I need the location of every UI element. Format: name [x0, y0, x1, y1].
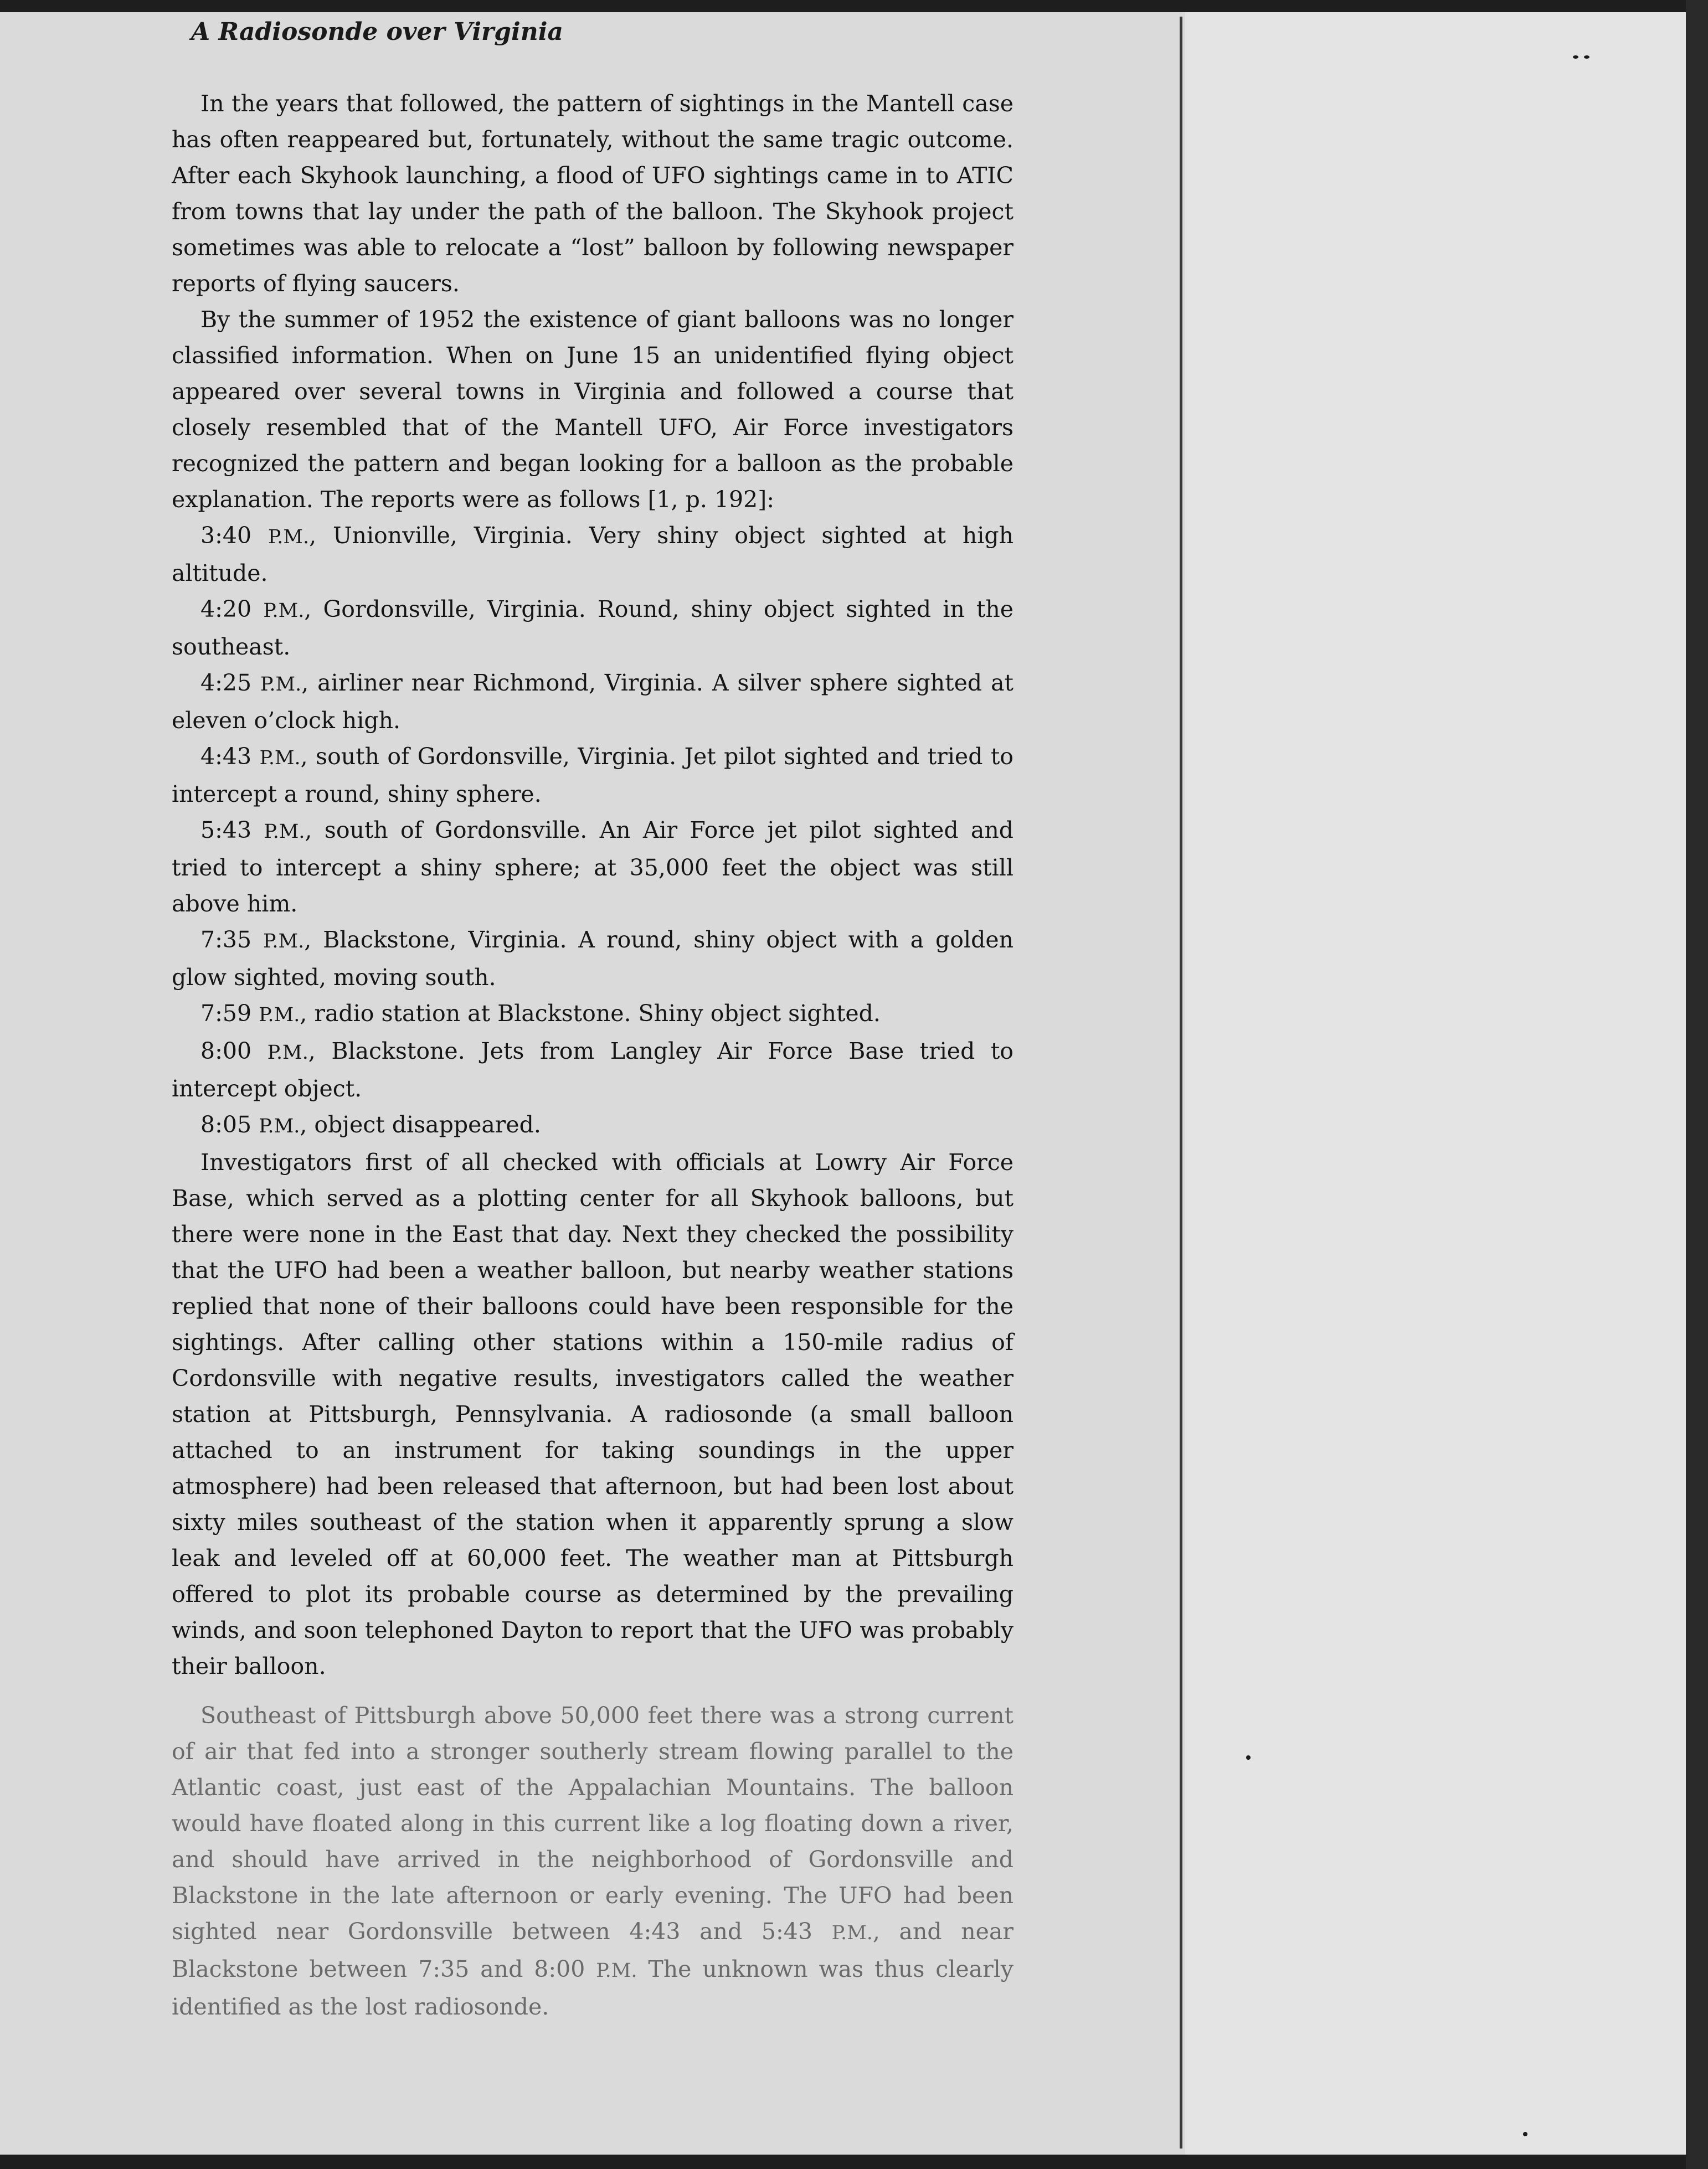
sighting-text: , airliner near Richmond, Virginia. A silver sphere sighted at eleven o’clock high. [172, 669, 1014, 734]
sighting-meridian: P.M. [264, 821, 305, 843]
sighting-entry [172, 665, 1014, 739]
sighting-time: 7:35 [200, 926, 252, 953]
sighting-entry [172, 518, 1014, 591]
sighting-text: , Blackstone. Jets from Langley Air Force Base tried to intercept object. [172, 1038, 1014, 1102]
sighting-meridian: P.M. [259, 747, 301, 769]
paragraph: Investigators first of all checked with officials at Lowry Air Force Base, which served as a plotting center for all Skyhook balloons, but there were none in the East that day. Next they checked the possibility that the UFO had been a weather balloon, but nearby weather stations replied that none of their balloons could have been responsible for the sightings. After calling other stations within a 150-mile radius of Cordonsville with negative results, investigators called the weather station at Pittsburgh, Pennsylvania. A radiosonde (a small balloon attached to an instrument for taking soundings in the upper atmosphere) had been released that afternoon, but had been lost about sixty miles southeast of the station when it apparently sprung a slow leak and leveled off at 60,000 feet. The weather man at Pittsburgh offered to plot its probable course as determined by the prevailing winds, and soon telephoned Dayton to report that the UFO was probably their balloon. [172, 1149, 1014, 1679]
sighting-entry [172, 739, 1014, 812]
sighting-meridian: P.M. [263, 600, 305, 622]
body-text [172, 86, 1014, 2025]
sighting-time: 7:59 [200, 1000, 252, 1027]
faded-text: , and near Blackstone between 7:35 and 8:00 [172, 1918, 1014, 1982]
sighting-time: 8:00 [200, 1038, 252, 1064]
dust-speck [1573, 55, 1578, 59]
paragraph: In the years that followed, the pattern of sightings in the Mantell case has often reappeared but, fortunately, without the same tragic outcome. After each Skyhook launching, a flood of UFO sightings came in to ATIC from towns that lay under the path of the balloon. The Skyhook project sometimes was able to relocate a “lost” balloon by following newspaper reports of flying saucers. [172, 90, 1014, 297]
dust-speck [1246, 1755, 1251, 1760]
scan-edge-top [0, 0, 1708, 12]
sighting-meridian: P.M. [259, 1115, 300, 1137]
sighting-entry [172, 996, 1014, 1033]
sighting-time: 4:20 [200, 596, 252, 622]
faded-text: The unknown was thus clearly identified as the lost radiosonde. [172, 1956, 1014, 2020]
sighting-meridian: P.M. [267, 526, 310, 548]
faded-meridian: P.M. [596, 1960, 637, 1982]
sighting-time: 5:43 [200, 817, 252, 843]
faded-text: Southeast of Pittsburgh above 50,000 feet there was a strong current of air that fed into a stronger southerly stream flowing parallel to the Atlantic coast, just east of the Appalachian Mountains. The balloon would have floated along in this current like a log floating down a river, and should have arrived in the neighborhood of Gordonsville and Blackstone in the late afternoon or early evening. [172, 1702, 1014, 1909]
sighting-meridian: P.M. [267, 1042, 308, 1064]
sighting-text: , Gordonsville, Virginia. Round, shiny object sighted in the southeast. [172, 596, 1014, 660]
sighting-text: , radio station at Blackstone. Shiny object sighted. [300, 1000, 881, 1027]
sighting-text: , object disappeared. [300, 1111, 541, 1138]
sighting-time: 8:05 [200, 1111, 252, 1138]
sighting-time: 3:40 [200, 522, 252, 549]
running-head: A Radiosonde over Virginia [191, 18, 563, 46]
sighting-text: , Blackstone, Virginia. A round, shiny object with a golden glow sighted, moving south. [172, 926, 1014, 991]
sighting-text: , south of Gordonsville. An Air Force jet pilot sighted and tried to intercept a shiny sphere; at 35,000 feet the object was still above him. [172, 817, 1014, 917]
sighting-text: , Unionville, Virginia. Very shiny object sighted at high altitude. [172, 522, 1014, 586]
scan-edge-right [1686, 0, 1708, 2169]
paragraph: By the summer of 1952 the existence of giant balloons was no longer classified information. When on June 15 an unidentified flying object appeared over several towns in Virginia and followed a course that closely resembled that of the Mantell UFO, Air Force investigators recognized the pattern and began looking for a balloon as the probable explanation. The reports were as follows [1, p. 192]: [172, 306, 1014, 513]
blank-facing-page [1185, 12, 1686, 2155]
dust-speck [1523, 2132, 1527, 2136]
faded-text: The UFO had been sighted near Gordonsville between 4:43 and 5:43 [172, 1882, 1014, 1945]
sighting-time: 4:25 [200, 669, 252, 696]
faded-meridian: P.M. [831, 1922, 873, 1944]
dust-speck [1584, 55, 1589, 59]
sighting-entry [172, 1033, 1014, 1107]
sighting-time: 4:43 [200, 743, 252, 770]
page-divider [1180, 17, 1182, 2149]
sighting-meridian: P.M. [260, 673, 302, 695]
sighting-entry [172, 591, 1014, 665]
sighting-entry [172, 812, 1014, 922]
scan-edge-bottom [0, 2155, 1708, 2169]
sighting-entry [172, 922, 1014, 996]
sighting-entry [172, 1107, 1014, 1145]
sighting-meridian: P.M. [263, 930, 305, 952]
sighting-text: , south of Gordonsville, Virginia. Jet pilot sighted and tried to intercept a round, shiny sphere. [172, 743, 1014, 807]
sighting-meridian: P.M. [259, 1004, 300, 1026]
faded-paragraph [172, 1698, 1014, 2025]
